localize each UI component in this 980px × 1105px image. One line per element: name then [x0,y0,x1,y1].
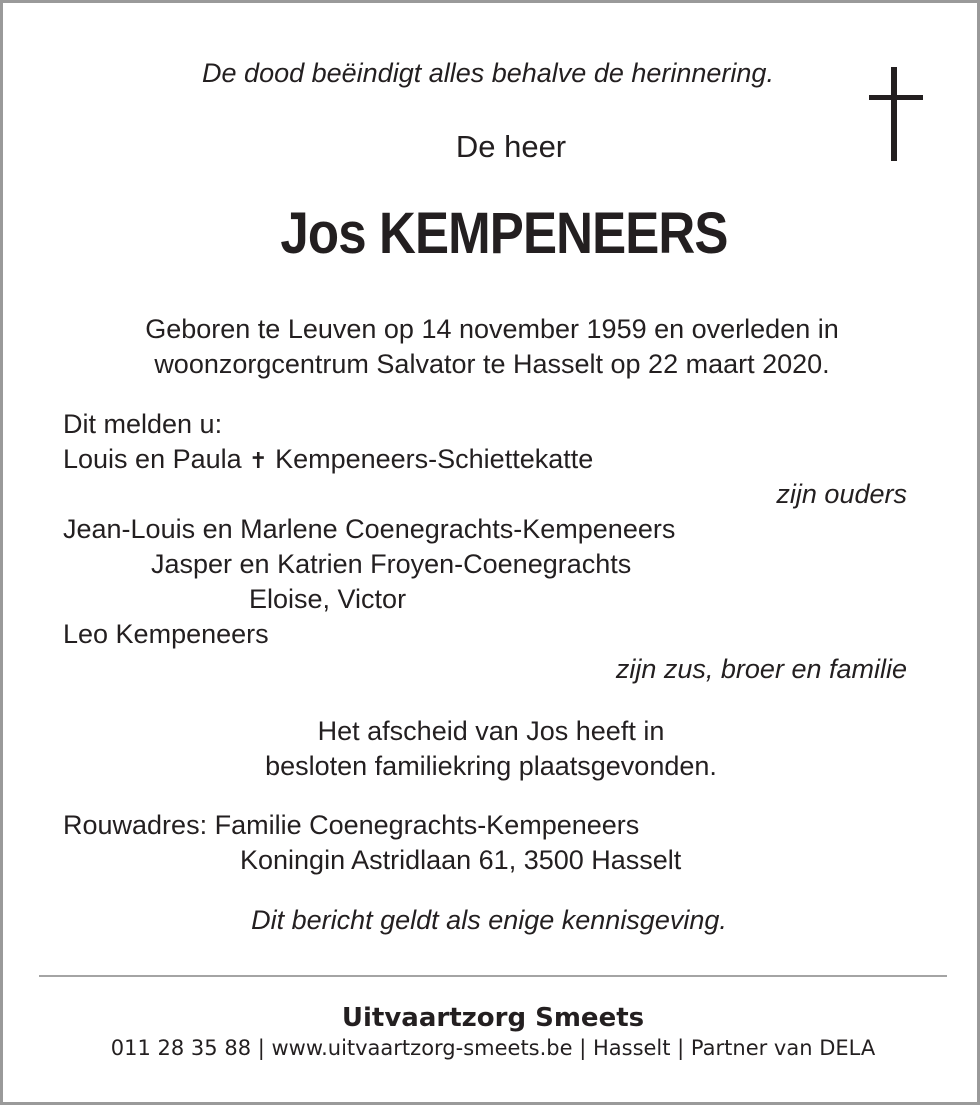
family-role: zijn zus, broer en familie [615,654,907,684]
title-prefix: De heer [455,129,567,164]
birth-line-2: woonzorgcentrum Salvator te Hasselt op 22 maart 2020. [154,349,830,379]
family-line-1: Jean-Louis en Marlene Coenegrachts-Kempeneers [63,514,676,544]
cross-icon-bar [869,95,923,100]
parents-role: zijn ouders [776,479,907,509]
farewell-line-1: Het afscheid van Jos heeft in [317,716,665,746]
family-line-4: Leo Kempeneers [63,619,269,649]
footer-divider [39,975,947,977]
deceased-name: Jos KEMPENEERS [280,201,728,266]
parents-prefix: Louis en Paula [63,444,250,474]
farewell-line-2: besloten familiekring plaatsgevonden. [265,751,717,781]
family-line-2: Jasper en Katrien Froyen-Coenegrachts [151,549,632,579]
birth-line-1: Geboren te Leuven op 14 november 1959 en overleden in [145,314,839,344]
parents-line [63,442,593,478]
motto: De dood beëindigt alles behalve de herinnering. [202,58,774,88]
address-line-1: Rouwadres: Familie Coenegrachts-Kempeneers [63,810,640,840]
parents-suffix: Kempeneers-Schiettekatte [267,444,594,474]
family-line-3: Eloise, Victor [249,584,407,614]
funeral-home-contact: 011 28 35 88 | www.uitvaartzorg-smeets.be | Hasselt | Partner van DELA [110,1036,876,1060]
funeral-home-name: Uitvaartzorg Smeets [341,1003,645,1033]
small-cross-icon: ✝ [249,448,268,473]
address-line-2: Koningin Astridlaan 61, 3500 Hasselt [240,845,682,875]
closing-note: Dit bericht geldt als enige kennisgeving. [251,905,727,935]
announce-intro: Dit melden u: [63,409,223,439]
